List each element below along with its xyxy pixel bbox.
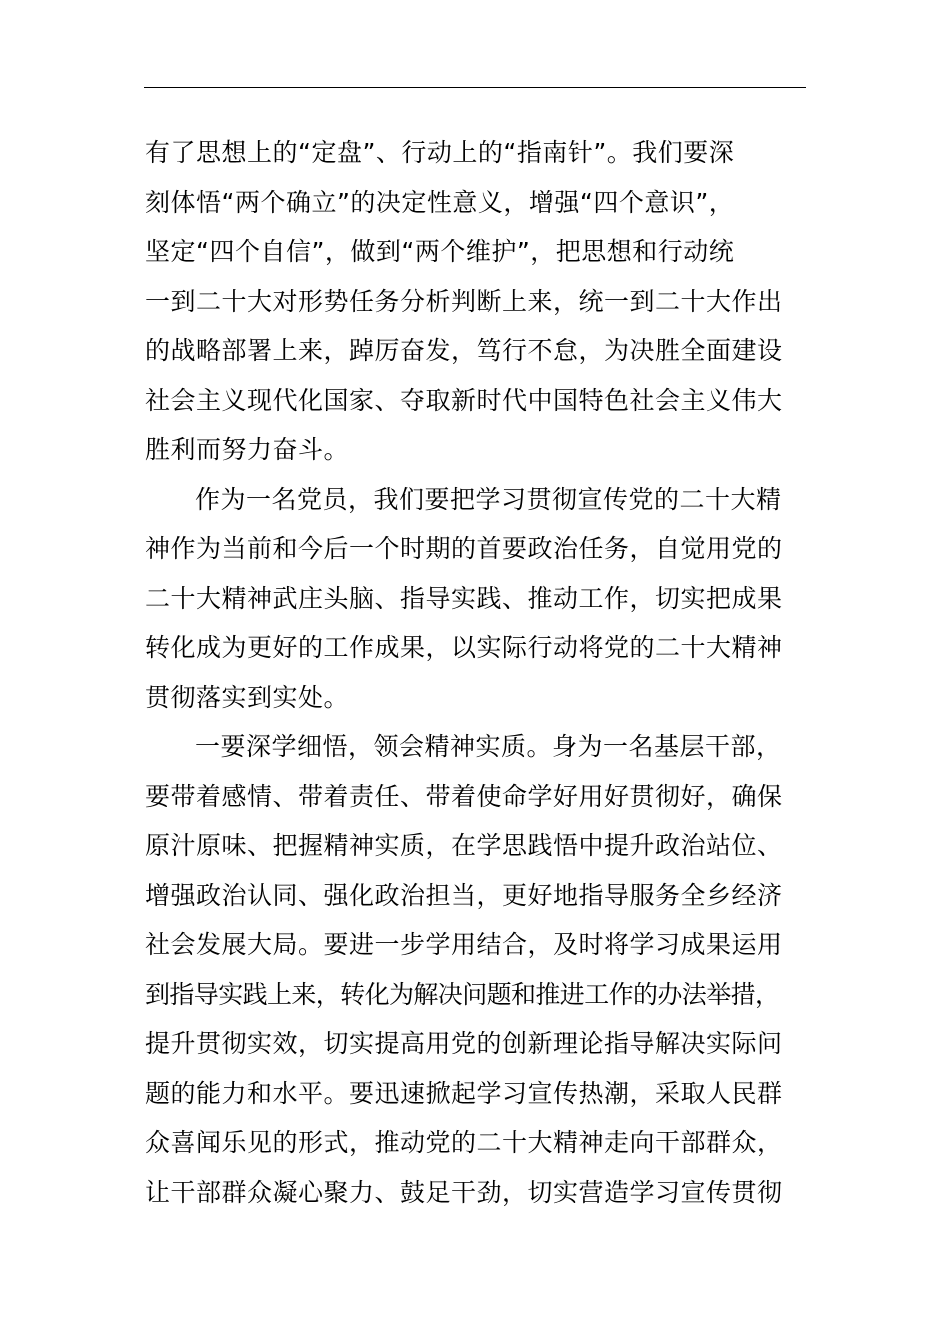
text-line: 让干部群众凝心聚力、鼓足干劲，切实营造学习宣传贯彻 xyxy=(145,1177,783,1207)
body-text xyxy=(145,128,805,1217)
paragraph-first-line: 一要深学细悟，领会精神实质。身为一名基层干部， xyxy=(195,732,782,761)
text-line: 原汁原味、把握精神实质，在学思践悟中提升政治站位、 xyxy=(145,831,783,860)
text-line: 题的能力和水平。要迅速掀起学习宣传热潮，采取人民群 xyxy=(145,1078,783,1108)
text-line: 二十大精神武庄头脑、指导实践、推动工作，切实把成果 xyxy=(145,583,783,613)
text-line: 的战略部署上来，踔厉奋发，笃行不怠，为决胜全面建设 xyxy=(145,336,783,365)
text-line: 刻体悟“两个确立”的决定性意义，增强“四个意识”， xyxy=(145,187,735,217)
text-line: 提升贯彻实效，切实提高用党的创新理论指导解决实际问 xyxy=(145,1029,783,1058)
text-line: 胜利而努力奋斗。 xyxy=(145,435,350,464)
paragraph-first-line: 作为一名党员，我们要把学习贯彻宣传党的二十大精 xyxy=(195,484,782,514)
text-line: 坚定“四个自信”，做到“两个维护”，把思想和行动统 xyxy=(145,237,735,266)
text-line: 转化成为更好的工作成果，以实际行动将党的二十大精神 xyxy=(145,633,783,662)
text-line: 社会发展大局。要进一步学用结合，及时将学习成果运用 xyxy=(145,930,783,959)
text-line: 神作为当前和今后一个时期的首要政治任务，自觉用党的 xyxy=(145,534,783,563)
text-line: 社会主义现代化国家、夺取新时代中国特色社会主义伟大 xyxy=(145,385,783,415)
text-line: 贯彻落实到实处。 xyxy=(145,682,350,712)
text-line: 增强政治认同、强化政治担当，更好地指导服务全乡经济 xyxy=(145,880,783,910)
text-line: 众喜闻乐见的形式，推动党的二十大精神走向干部群众， xyxy=(145,1128,783,1157)
text-line: 到指导实践上来，转化为解决问题和推进工作的办法举措， xyxy=(145,979,780,1009)
text-line: 有了思想上的“定盘”、行动上的“指南针”。我们要深 xyxy=(145,138,735,167)
text-line: 要带着感情、带着责任、带着使命学好用好贯彻好，确保 xyxy=(145,781,783,811)
text-line: 一到二十大对形势任务分析判断上来，统一到二十大作出 xyxy=(145,286,783,316)
header-rule xyxy=(144,87,806,88)
